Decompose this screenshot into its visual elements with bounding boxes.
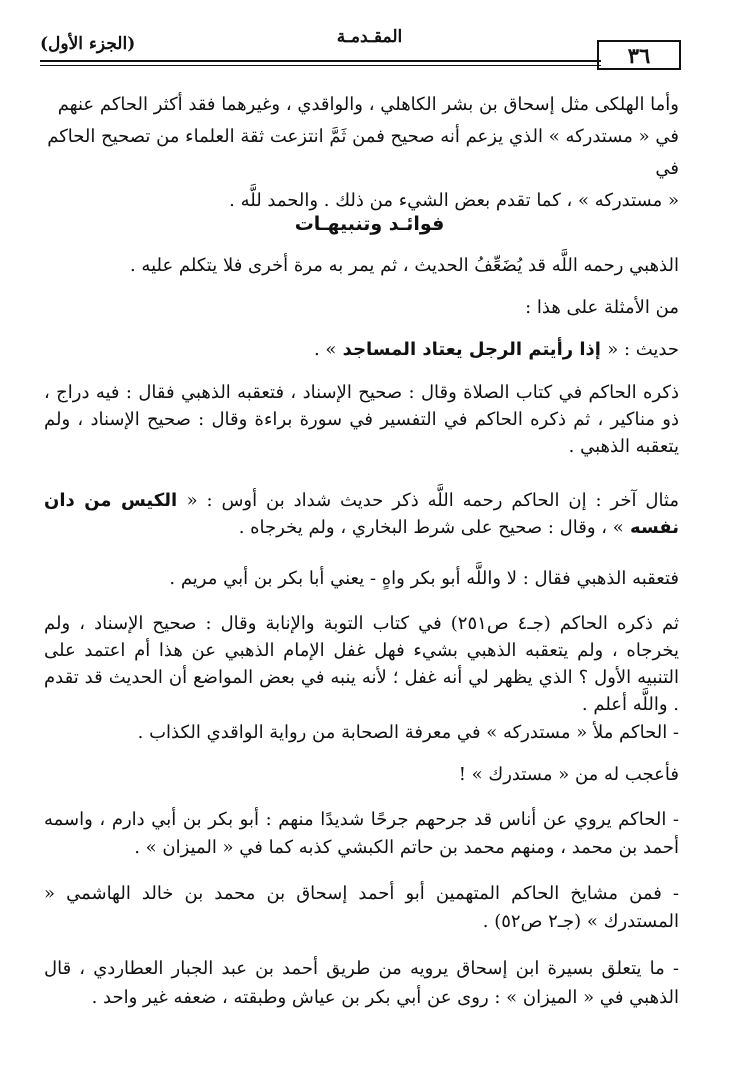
volume-label: (الجزء الأول): [40, 34, 136, 54]
paragraph-2: من الأمثلة على هذا :: [525, 297, 679, 318]
paragraph-6: فتعقبه الذهبي فقال : لا واللَّه أبو بكر واهٍ - يعني أبا بكر بن أبي مريم .: [169, 568, 679, 589]
paragraph-4: ذكره الحاكم في كتاب الصلاة وقال : صحيح الإسناد ، فتعقبه الذهبي فقال : فيه دراج ، ذو مناكير ، ثم ذكره الحاكم في التفسير في سورة براءة وقال : صحيح الإسناد ، ولم يتعقبه الذهبي .: [44, 382, 679, 457]
intro-line: وأما الهلكى مثل إسحاق بن بشر الكاهلي ، والواقدي ، وغيرهما فقد أكثر الحاكم عنهم: [57, 94, 679, 115]
example-hadith: الكيس من دان نفسه: [44, 490, 679, 538]
hadith-prefix: حديث : «: [607, 339, 679, 360]
paragraph-12: - ما يتعلق بسيرة ابن إسحاق يرويه من طريق أحمد بن عبد الجبار العطاردي ، قال الذهبي في « الميزان » : روى عن أبي بكر بن عياش وطبقته ، ضعفه غير واحد .: [44, 958, 679, 1008]
intro-line: في « مستدركه » الذي يزعم أنه صحيح فمن ثَمَّ انتزعت ثقة العلماء من تصحيح الحاكم في: [47, 126, 679, 179]
paragraph-7: ثم ذكره الحاكم (جـ٤ ص٢٥١) في كتاب التوبة والإنابة وقال : صحيح الإسناد ، ولم يخرجاه ، ولم يتعقبه الذهبي بشيء فهل غفل الإمام الذهبي عن هذا أم اعتمد على التنبيه الأول ؟ الذي يظهر لي أنه غفل ؛ لأنه ينبه في بعض المواضع أن الحديث قد تقدم . واللَّه أعلم .: [44, 613, 680, 715]
paragraph-3: [44, 337, 679, 362]
header-rule-thin: [40, 65, 601, 66]
header-rule-thick: [40, 60, 601, 62]
intro-paragraph: [44, 89, 679, 217]
page-number: ٣٦: [627, 42, 651, 68]
paragraph-8: - الحاكم ملأ « مستدركه » في معرفة الصحابة من رواية الواقدي الكذاب .: [137, 722, 679, 743]
intro-line: « مستدركه » ، كما تقدم بعض الشيء من ذلك . والحمد للَّه .: [229, 190, 679, 211]
hadith-text: إذا رأيتم الرجل يعتاد المساجد: [336, 339, 608, 360]
running-title: المقـدمـة: [336, 27, 403, 47]
example-suffix: » ، وقال : صحيح على شرط البخاري ، ولم يخرجاه .: [238, 517, 624, 538]
paragraph-11: - فمن مشايخ الحاكم المتهمين أبو أحمد إسحاق بن محمد بن خالد الهاشمي « المستدرك » (جـ٢ ص٥٢) .: [44, 883, 679, 932]
paragraph-10: - الحاكم يروي عن أناس قد جرحهم جرحًا شديدًا منهم : أبو بكر بن أبي دارم ، واسمه أحمد بن محمد ، ومنهم محمد بن حاتم الكبشي كذبه كما في « الميزان » .: [44, 809, 679, 858]
section-heading: فوائـد وتنبيهـات: [294, 213, 445, 235]
paragraph-1: الذهبي رحمه اللَّه قد يُضَعِّفُ الحديث ، ثم يمر به مرة أخرى فلا يتكلم عليه .: [129, 255, 679, 276]
paragraph-9: فأعجب له من « مستدرك » !: [458, 764, 679, 785]
hadith-suffix: » .: [313, 339, 337, 360]
paragraph-5: [44, 487, 679, 541]
example-prefix: مثال آخر : إن الحاكم رحمه اللَّه ذكر حديث شداد بن أوس : «: [186, 490, 680, 511]
